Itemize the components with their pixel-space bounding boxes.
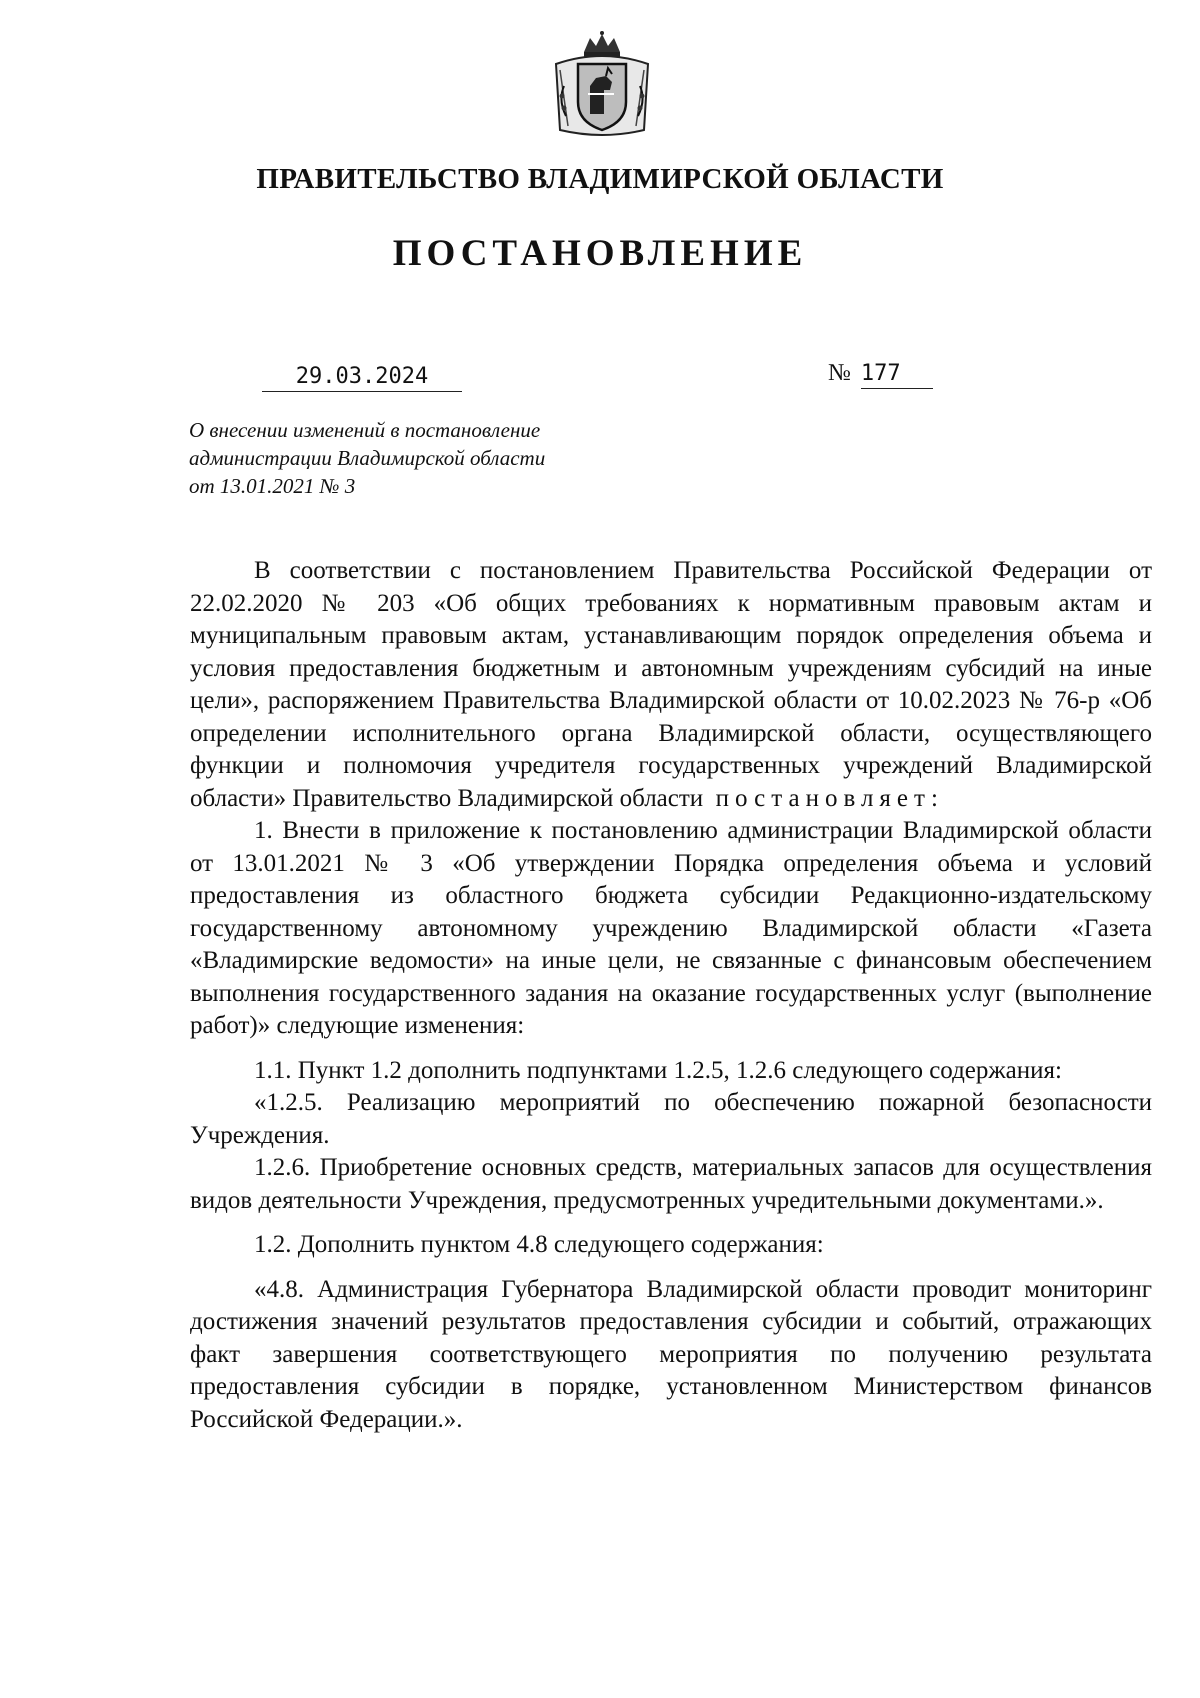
subject-line: О внесении изменений в постановление — [189, 418, 541, 442]
document-subject — [189, 416, 619, 500]
government-title: ПРАВИТЕЛЬСТВО ВЛАДИМИРСКОЙ ОБЛАСТИ — [256, 163, 944, 195]
paragraph-1-1: 1.1. Пункт 1.2 дополнить подпунктами 1.2.5, 1.2.6 следующего содержания: — [254, 1056, 1062, 1084]
document-body — [190, 555, 1152, 1436]
document-date: 29.03.2024 — [262, 364, 462, 392]
paragraph-1-2-6: 1.2.6. Приобретение основных средств, материальных запасов для осуществления видов деятельности Учреждения, предусмотренных учредительными документами.». — [190, 1154, 1152, 1214]
paragraph-4-8: «4.8. Администрация Губернатора Владимирской области проводит мониторинг достижения значений результатов предоставления субсидии и событий, отражающих факт завершения соответствующего мероприятия по получению результата предоставления субсидии в порядке, установленном Министерством финансов Российской Федерации.». — [190, 1275, 1152, 1433]
subject-line: администрации Владимирской области — [189, 446, 546, 470]
coat-of-arms-icon — [548, 30, 656, 142]
paragraph-1: 1. Внести в приложение к постановлению администрации Владимирской области от 13.01.2021 № 3 «Об утверждении Порядка определения объема и условий предоставления из областного бюджета субсидии Редакционно-издательскому государственному автономному учреждению Владимирской области «Газета «Владимирские ведомости» на иные цели, не связанные с финансовым обеспечением выполнения государственного задания на оказание государственных услуг (выполнение работ)» следующие изменения: — [190, 817, 1152, 1039]
number-sign: № — [828, 360, 851, 386]
document-type: ПОСТАНОВЛЕНИЕ — [392, 233, 808, 274]
paragraph-1-2: 1.2. Дополнить пунктом 4.8 следующего содержания: — [254, 1231, 824, 1258]
preamble-paragraph — [190, 555, 1152, 815]
document-number — [828, 360, 933, 389]
paragraph-1-2-5: «1.2.5. Реализацию мероприятий по обеспечению пожарной безопасности Учреждения. — [190, 1089, 1152, 1149]
preamble-text: В соответствии с постановлением Правительства Российской Федерации от 22.02.2020 № 203 «Об общих требованиях к нормативным правовым актам и муниципальным правовым актам, устанавливающим порядок определения объема и условия предоставления бюджетным и автономным учреждениям субсидий на иные цели», распоряжением Правительства Владимирской области от 10.02.2023 № 76-р «Об определении исполнительного органа Владимирской области, осуществляющего функции и полномочия учредителя государственных учреждений Владимирской области» Правительство Владимирской области — [190, 557, 1152, 812]
subject-line: от 13.01.2021 № 3 — [189, 474, 356, 498]
number-value: 177 — [861, 361, 933, 389]
decree-word: постановляет: — [715, 784, 944, 812]
